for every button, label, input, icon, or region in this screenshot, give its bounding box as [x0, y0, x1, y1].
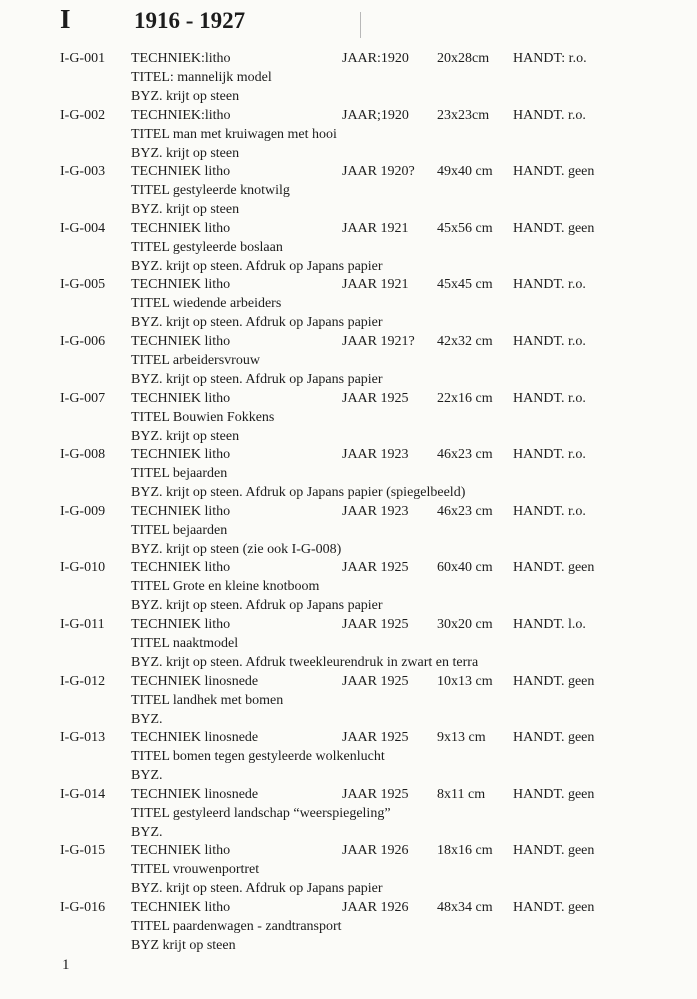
- catalog-entry: [0, 446, 697, 503]
- catalog-entry: [0, 842, 697, 899]
- signature-field: HANDT. geen: [513, 164, 595, 180]
- technique-field: TECHNIEK litho: [131, 164, 231, 180]
- technique-field: TECHNIEK litho: [131, 900, 231, 915]
- catalog-code: I-G-002: [60, 107, 106, 123]
- catalog-entry: [0, 220, 697, 277]
- catalog-entry: [0, 390, 697, 447]
- technique-field: TECHNIEK litho: [131, 447, 231, 463]
- dimensions-field: 46x23 cm: [437, 503, 493, 519]
- notes-field: BYZ. krijt op steen: [131, 89, 240, 104]
- notes-field: BYZ krijt op steen: [131, 938, 236, 953]
- dimensions-field: 23x23cm: [437, 107, 490, 123]
- notes-field: BYZ. krijt op steen. Afdruk tweekleurendruk in zwart en terra: [131, 655, 479, 670]
- catalog-code: I-G-011: [60, 617, 105, 632]
- year-field: JAAR 1923: [342, 447, 409, 463]
- catalog-code: I-G-004: [60, 220, 106, 236]
- title-field: TITEL landhek met bomen: [131, 692, 284, 708]
- year-field: JAAR 1925: [342, 560, 409, 576]
- catalog-code: I-G-006: [60, 334, 106, 349]
- catalog-code: I-G-010: [60, 560, 106, 576]
- catalog-code: I-G-015: [60, 843, 106, 859]
- catalog-code: I-G-013: [60, 730, 106, 746]
- catalog-entry: [0, 729, 697, 786]
- year-field: JAAR 1925: [342, 673, 409, 689]
- title-field: TITEL bejaarden: [131, 466, 228, 482]
- title-field: TITEL gestyleerd landschap “weerspiegeling”: [131, 805, 391, 821]
- technique-field: TECHNIEK litho: [131, 503, 231, 519]
- year-field: JAAR 1926: [342, 900, 409, 915]
- dimensions-field: 22x16 cm: [437, 390, 493, 406]
- notes-field: BYZ.: [131, 824, 163, 840]
- catalog-entry: [0, 107, 697, 164]
- dimensions-field: 60x40 cm: [437, 560, 493, 576]
- technique-field: TECHNIEK linosnede: [131, 673, 259, 689]
- signature-field: HANDT. r.o.: [513, 390, 586, 406]
- scan-mark: [360, 12, 361, 38]
- technique-field: TECHNIEK litho: [131, 390, 231, 406]
- year-field: JAAR:1920: [342, 51, 409, 66]
- dimensions-field: 10x13 cm: [437, 673, 493, 689]
- year-field: JAAR 1923: [342, 503, 409, 519]
- catalog-entry: [0, 673, 697, 730]
- dimensions-field: 45x56 cm: [437, 220, 493, 236]
- notes-field: BYZ.: [131, 768, 163, 784]
- volume-number: I: [60, 4, 71, 34]
- notes-field: BYZ. krijt op steen. Afdruk op Japans papier: [131, 258, 383, 274]
- title-field: TITEL Bouwien Fokkens: [131, 409, 275, 425]
- dimensions-field: 18x16 cm: [437, 843, 493, 859]
- title-field: TITEL: mannelijk model: [131, 70, 272, 85]
- signature-field: HANDT. r.o.: [513, 503, 586, 519]
- year-field: JAAR 1921?: [342, 334, 415, 349]
- title-field: TITEL man met kruiwagen met hooi: [131, 126, 337, 142]
- year-field: JAAR 1925: [342, 786, 409, 802]
- year-field: JAAR;1920: [342, 107, 409, 123]
- page-number: 1: [62, 957, 70, 973]
- signature-field: HANDT. r.o.: [513, 277, 586, 293]
- signature-field: HANDT. geen: [513, 673, 595, 689]
- signature-field: HANDT. geen: [513, 843, 595, 859]
- dimensions-field: 46x23 cm: [437, 447, 493, 463]
- catalog-code: I-G-014: [60, 786, 106, 802]
- title-field: TITEL naaktmodel: [131, 636, 239, 651]
- catalog-code: I-G-007: [60, 390, 106, 406]
- dimensions-field: 8x11 cm: [437, 786, 486, 802]
- technique-field: TECHNIEK:litho: [131, 107, 231, 123]
- technique-field: TECHNIEK litho: [131, 220, 231, 236]
- catalog-entry: [0, 786, 697, 843]
- catalog-code: I-G-016: [60, 900, 106, 915]
- signature-field: HANDT. r.o.: [513, 334, 586, 349]
- notes-field: BYZ. krijt op steen. Afdruk op Japans papier: [131, 598, 383, 614]
- year-field: JAAR 1921: [342, 277, 409, 293]
- signature-field: HANDT: r.o.: [513, 51, 587, 66]
- year-field: JAAR 1926: [342, 843, 409, 859]
- catalog-code: I-G-001: [60, 51, 106, 66]
- catalog-entry: [0, 333, 697, 390]
- year-field: JAAR 1925: [342, 617, 409, 632]
- dimensions-field: 42x32 cm: [437, 334, 493, 349]
- title-field: TITEL paardenwagen - zandtransport: [131, 919, 342, 934]
- catalog-code: I-G-005: [60, 277, 106, 293]
- catalog-entry: [0, 163, 697, 220]
- catalog-entry: [0, 50, 697, 107]
- catalog-entry: [0, 503, 697, 560]
- technique-field: TECHNIEK linosnede: [131, 730, 259, 746]
- notes-field: BYZ. krijt op steen: [131, 145, 240, 161]
- notes-field: BYZ. krijt op steen. Afdruk op Japans papier: [131, 372, 383, 387]
- notes-field: BYZ. krijt op steen: [131, 202, 240, 218]
- year-field: JAAR 1920?: [342, 164, 415, 180]
- signature-field: HANDT. r.o.: [513, 107, 586, 123]
- title-field: TITEL vrouwenportret: [131, 862, 260, 878]
- dimensions-field: 49x40 cm: [437, 164, 493, 180]
- technique-field: TECHNIEK litho: [131, 277, 231, 293]
- signature-field: HANDT. geen: [513, 220, 595, 236]
- technique-field: TECHNIEK litho: [131, 334, 231, 349]
- title-field: TITEL arbeidersvrouw: [131, 353, 260, 368]
- technique-field: TECHNIEK litho: [131, 843, 231, 859]
- catalog-entry: [0, 616, 697, 673]
- signature-field: HANDT. r.o.: [513, 447, 586, 463]
- title-field: TITEL bomen tegen gestyleerde wolkenlucht: [131, 749, 385, 765]
- signature-field: HANDT. geen: [513, 730, 595, 746]
- notes-field: BYZ. krijt op steen. Afdruk op Japans papier: [131, 315, 383, 331]
- title-field: TITEL gestyleerde boslaan: [131, 239, 283, 255]
- title-field: TITEL Grote en kleine knotboom: [131, 579, 320, 595]
- catalog-entry: [0, 899, 697, 956]
- catalog-entry: [0, 276, 697, 333]
- dimensions-field: 20x28cm: [437, 51, 490, 66]
- technique-field: TECHNIEK:litho: [131, 51, 231, 66]
- catalog-code: I-G-012: [60, 673, 106, 689]
- year-field: JAAR 1925: [342, 730, 409, 746]
- dimensions-field: 48x34 cm: [437, 900, 493, 915]
- title-field: TITEL wiedende arbeiders: [131, 296, 282, 312]
- notes-field: BYZ. krijt op steen (zie ook I-G-008): [131, 541, 342, 557]
- year-field: JAAR 1921: [342, 220, 409, 236]
- catalog-code: I-G-003: [60, 164, 106, 180]
- notes-field: BYZ. krijt op steen: [131, 428, 240, 444]
- title-field: TITEL bejaarden: [131, 522, 228, 538]
- technique-field: TECHNIEK litho: [131, 617, 231, 632]
- catalog-entry: [0, 559, 697, 616]
- signature-field: HANDT. geen: [513, 900, 595, 915]
- signature-field: HANDT. geen: [513, 560, 595, 576]
- year-range-title: 1916 - 1927: [134, 8, 246, 33]
- signature-field: HANDT. geen: [513, 786, 595, 802]
- catalog-code: I-G-009: [60, 503, 106, 519]
- dimensions-field: 30x20 cm: [437, 617, 493, 632]
- signature-field: HANDT. l.o.: [513, 617, 586, 632]
- dimensions-field: 45x45 cm: [437, 277, 493, 293]
- year-field: JAAR 1925: [342, 390, 409, 406]
- technique-field: TECHNIEK litho: [131, 560, 231, 576]
- notes-field: BYZ. krijt op steen. Afdruk op Japans papier (spiegelbeeld): [131, 485, 466, 501]
- notes-field: BYZ.: [131, 711, 163, 727]
- catalog-code: I-G-008: [60, 447, 106, 463]
- notes-field: BYZ. krijt op steen. Afdruk op Japans papier: [131, 881, 383, 897]
- dimensions-field: 9x13 cm: [437, 730, 486, 746]
- technique-field: TECHNIEK linosnede: [131, 786, 259, 802]
- title-field: TITEL gestyleerde knotwilg: [131, 183, 290, 199]
